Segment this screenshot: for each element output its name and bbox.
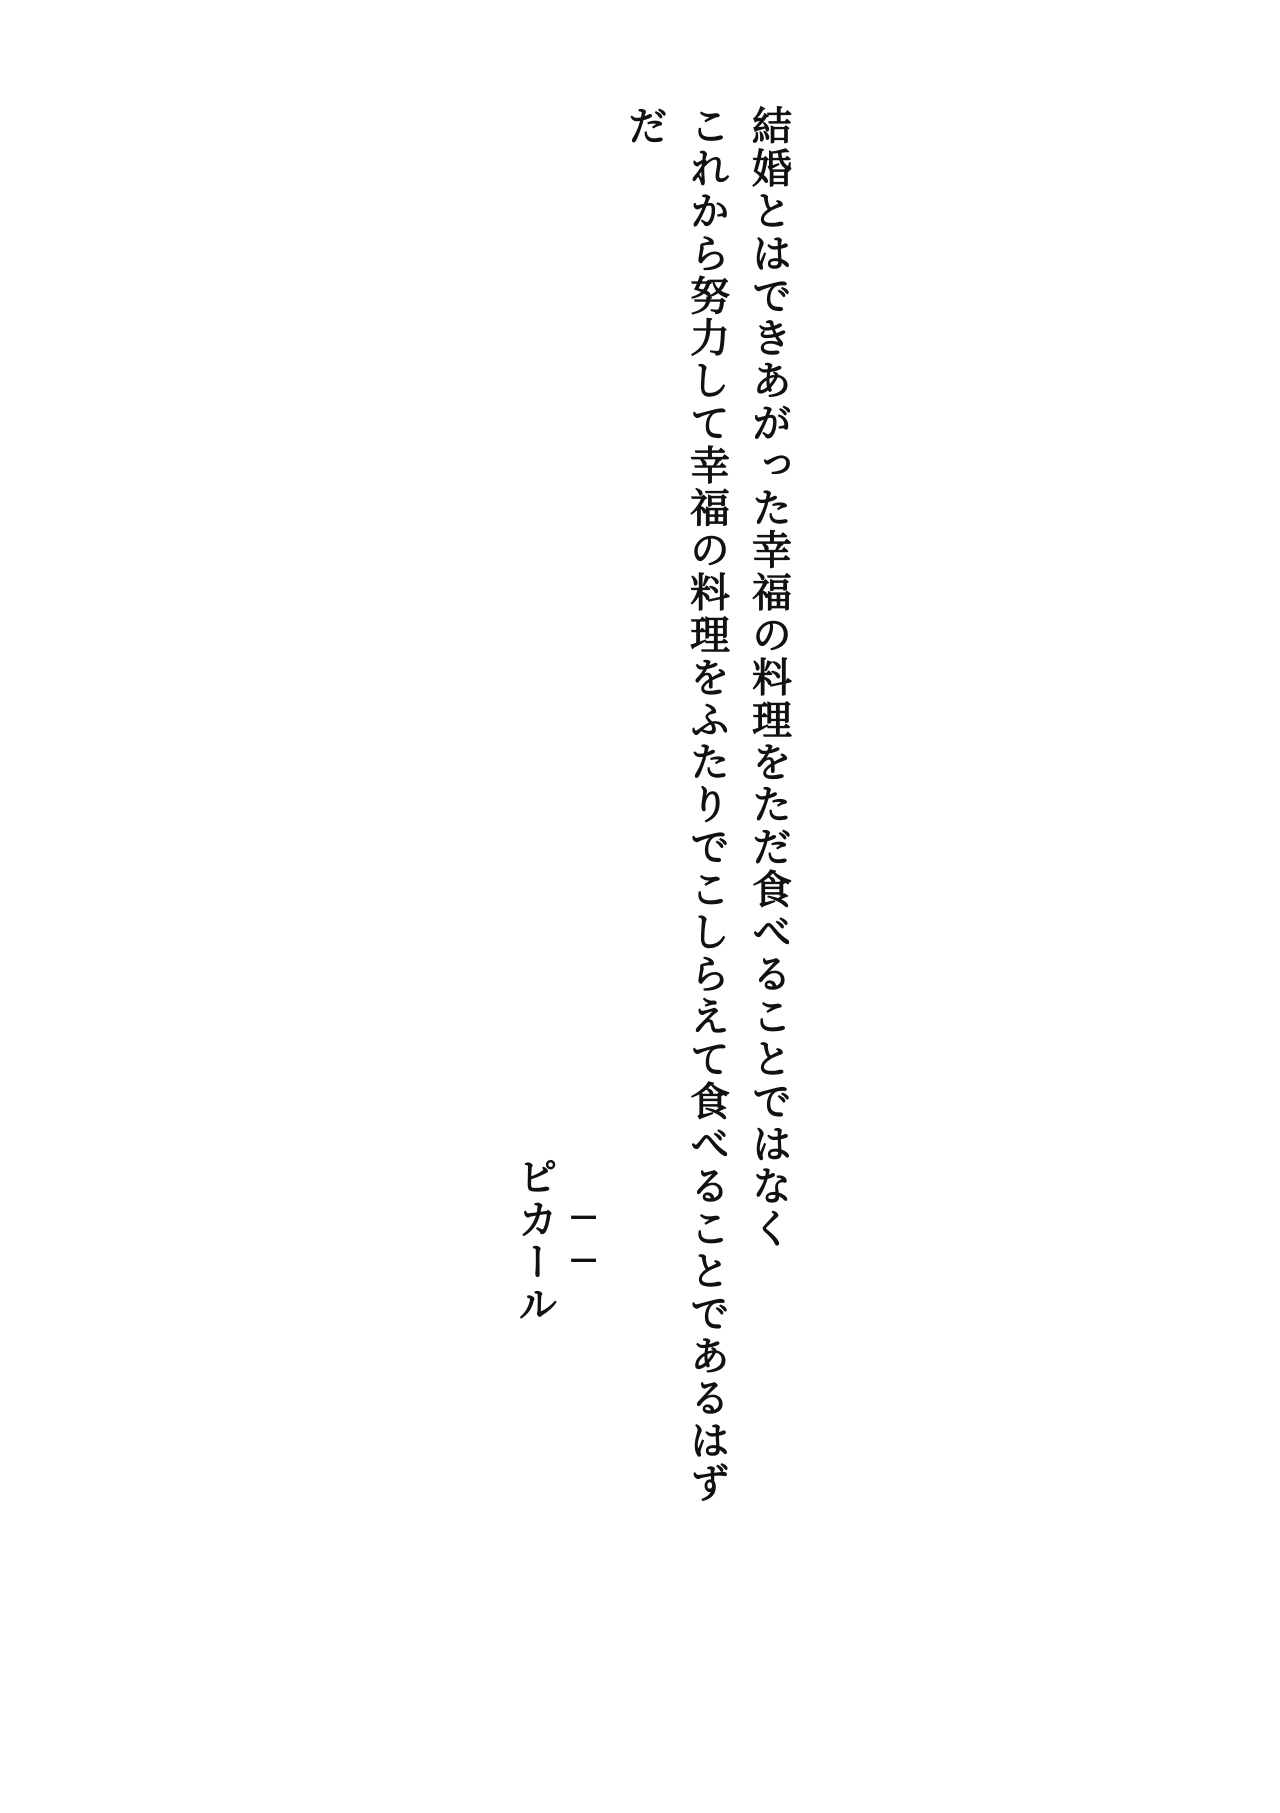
author-name: ピカール bbox=[511, 1156, 559, 1326]
attribution bbox=[507, 1150, 607, 1326]
quote-line-1: 結婚とはできあがった幸福の料理をただ食べることではなく bbox=[745, 105, 793, 1250]
em-dash: ── bbox=[560, 1195, 607, 1281]
quote-line-2: これから努力して幸福の料理をふたりでこしらえて食べることであるはずだ bbox=[621, 105, 731, 1505]
quote-block bbox=[0, 105, 1280, 1585]
